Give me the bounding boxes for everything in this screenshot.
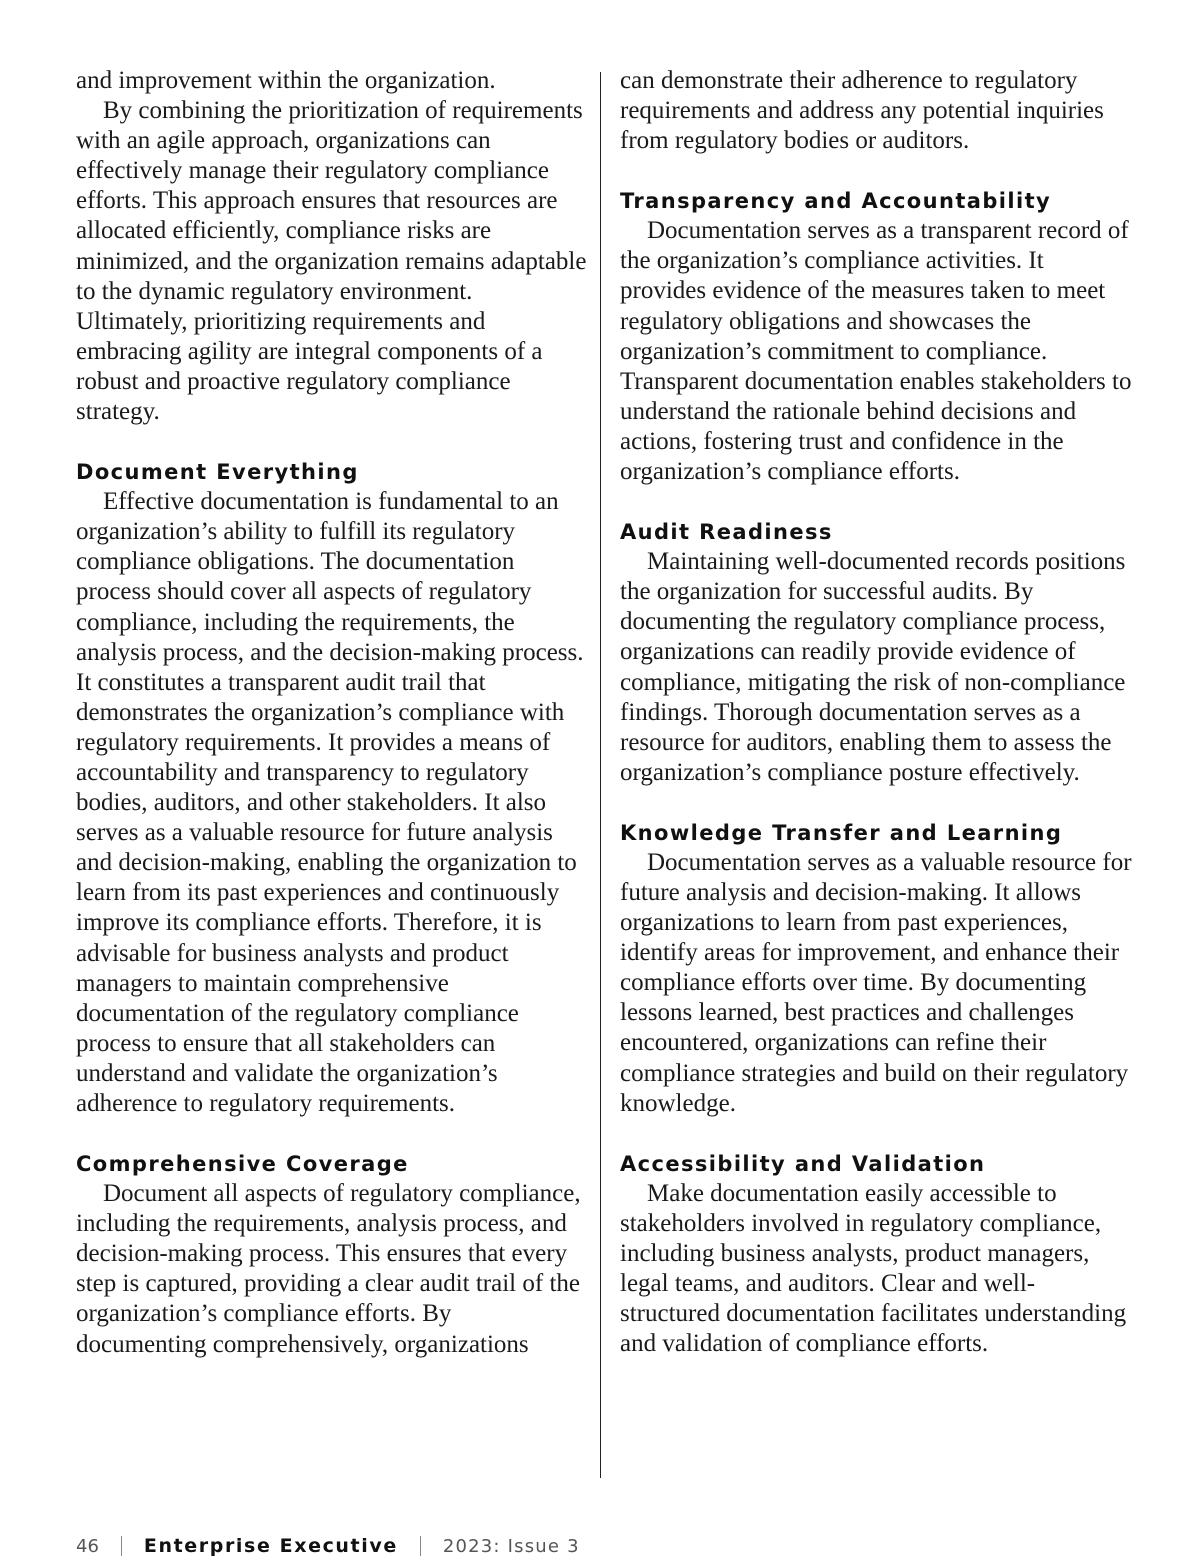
publication-name: Enterprise Executive: [143, 1535, 398, 1557]
footer-separator: [420, 1536, 421, 1556]
paragraph-knowledge-transfer: Documentation serves as a valuable resource for future analysis and decision-making. It allows organizations to learn from past experiences, identify areas for improvement, and enhance their compliance efforts over time. By documenting lessons learned, best practices and challenges encountered, organizations can refine their compliance strategies and build on their regulatory knowledge.: [620, 848, 1132, 1117]
left-column: [76, 66, 588, 1360]
heading-knowledge-transfer: Knowledge Transfer and Learning: [620, 820, 1063, 845]
heading-audit-readiness: Audit Readiness: [620, 520, 833, 545]
paragraph-comprehensive-coverage: Document all aspects of regulatory compliance, including the requirements, analysis process, and decision-making process. This ensures that every step is captured, providing a clear audit trail of the organization’s compliance efforts. By documenting comprehensively, organizations: [76, 1180, 581, 1358]
paragraph-accessibility: Make documentation easily accessible to stakeholders involved in regulatory compliance, including business analysts, product managers, legal teams, and auditors. Clear and well-structured documentation facilitates understanding and validation of compliance efforts.: [620, 1179, 1127, 1358]
paragraph-audit-readiness: Maintaining well-documented records positions the organization for successful audits. By documenting the regulatory compliance process, organizations can readily provide evidence of compliance, mitigating the risk of non-compliance findings. Thorough documentation serves as a resource for auditors, enabling them to assess the organization’s compliance posture effectively.: [620, 548, 1126, 786]
heading-comprehensive-coverage: Comprehensive Coverage: [76, 1152, 409, 1177]
footer-separator: [121, 1536, 122, 1556]
heading-document-everything: Document Everything: [76, 460, 359, 485]
paragraph-transparency: Documentation serves as a transparent record of the organization’s compliance activities. It provides evidence of the measures taken to meet regulatory obligations and showcases the organization’s commitment to compliance. Transparent documentation enables stakeholders to understand the rationale behind decisions and actions, fostering trust and confidence in the organization’s compliance efforts.: [620, 217, 1132, 486]
continuation-text: can demonstrate their adherence to regulatory requirements and address any potential inquiries from regulatory bodies or auditors.: [620, 67, 1104, 155]
page-footer: [76, 1531, 580, 1561]
heading-transparency: Transparency and Accountability: [620, 189, 1052, 214]
continuation-text: and improvement within the organization.: [76, 67, 496, 94]
column-divider: [600, 72, 601, 1478]
issue-label: 2023: Issue 3: [442, 1535, 580, 1557]
paragraph-document-everything: Effective documentation is fundamental to an organization’s ability to fulfill its regulatory compliance obligations. The documentation process should cover all aspects of regulatory compliance, including the requirements, the analysis process, and the decision-making process. It constitutes a transparent audit trail that demonstrates the organization’s compliance with regulatory requirements. It provides a means of accountability and transparency to regulatory bodies, auditors, and other stakeholders. It also serves as a valuable resource for future analysis and decision-making, enabling the organization to learn from its past experiences and continuously improve its compliance efforts. Therefore, it is advisable for business analysts and product managers to maintain comprehensive documentation of the regulatory compliance process to ensure that all stakeholders can understand and validate the organization’s adherence to regulatory requirements.: [76, 488, 584, 1117]
right-column: [620, 66, 1135, 1359]
heading-accessibility: Accessibility and Validation: [620, 1151, 986, 1176]
intro-paragraph: By combining the prioritization of requirements with an agile approach, organizations can effectively manage their regulatory compliance efforts. This approach ensures that resources are allocated efficiently, compliance risks are minimized, and the organization remains adaptable to the dynamic regulatory environment. Ultimately, prioritizing requirements and embracing agility are integral components of a robust and proactive regulatory compliance strategy.: [76, 97, 587, 426]
page-number: 46: [76, 1535, 99, 1557]
